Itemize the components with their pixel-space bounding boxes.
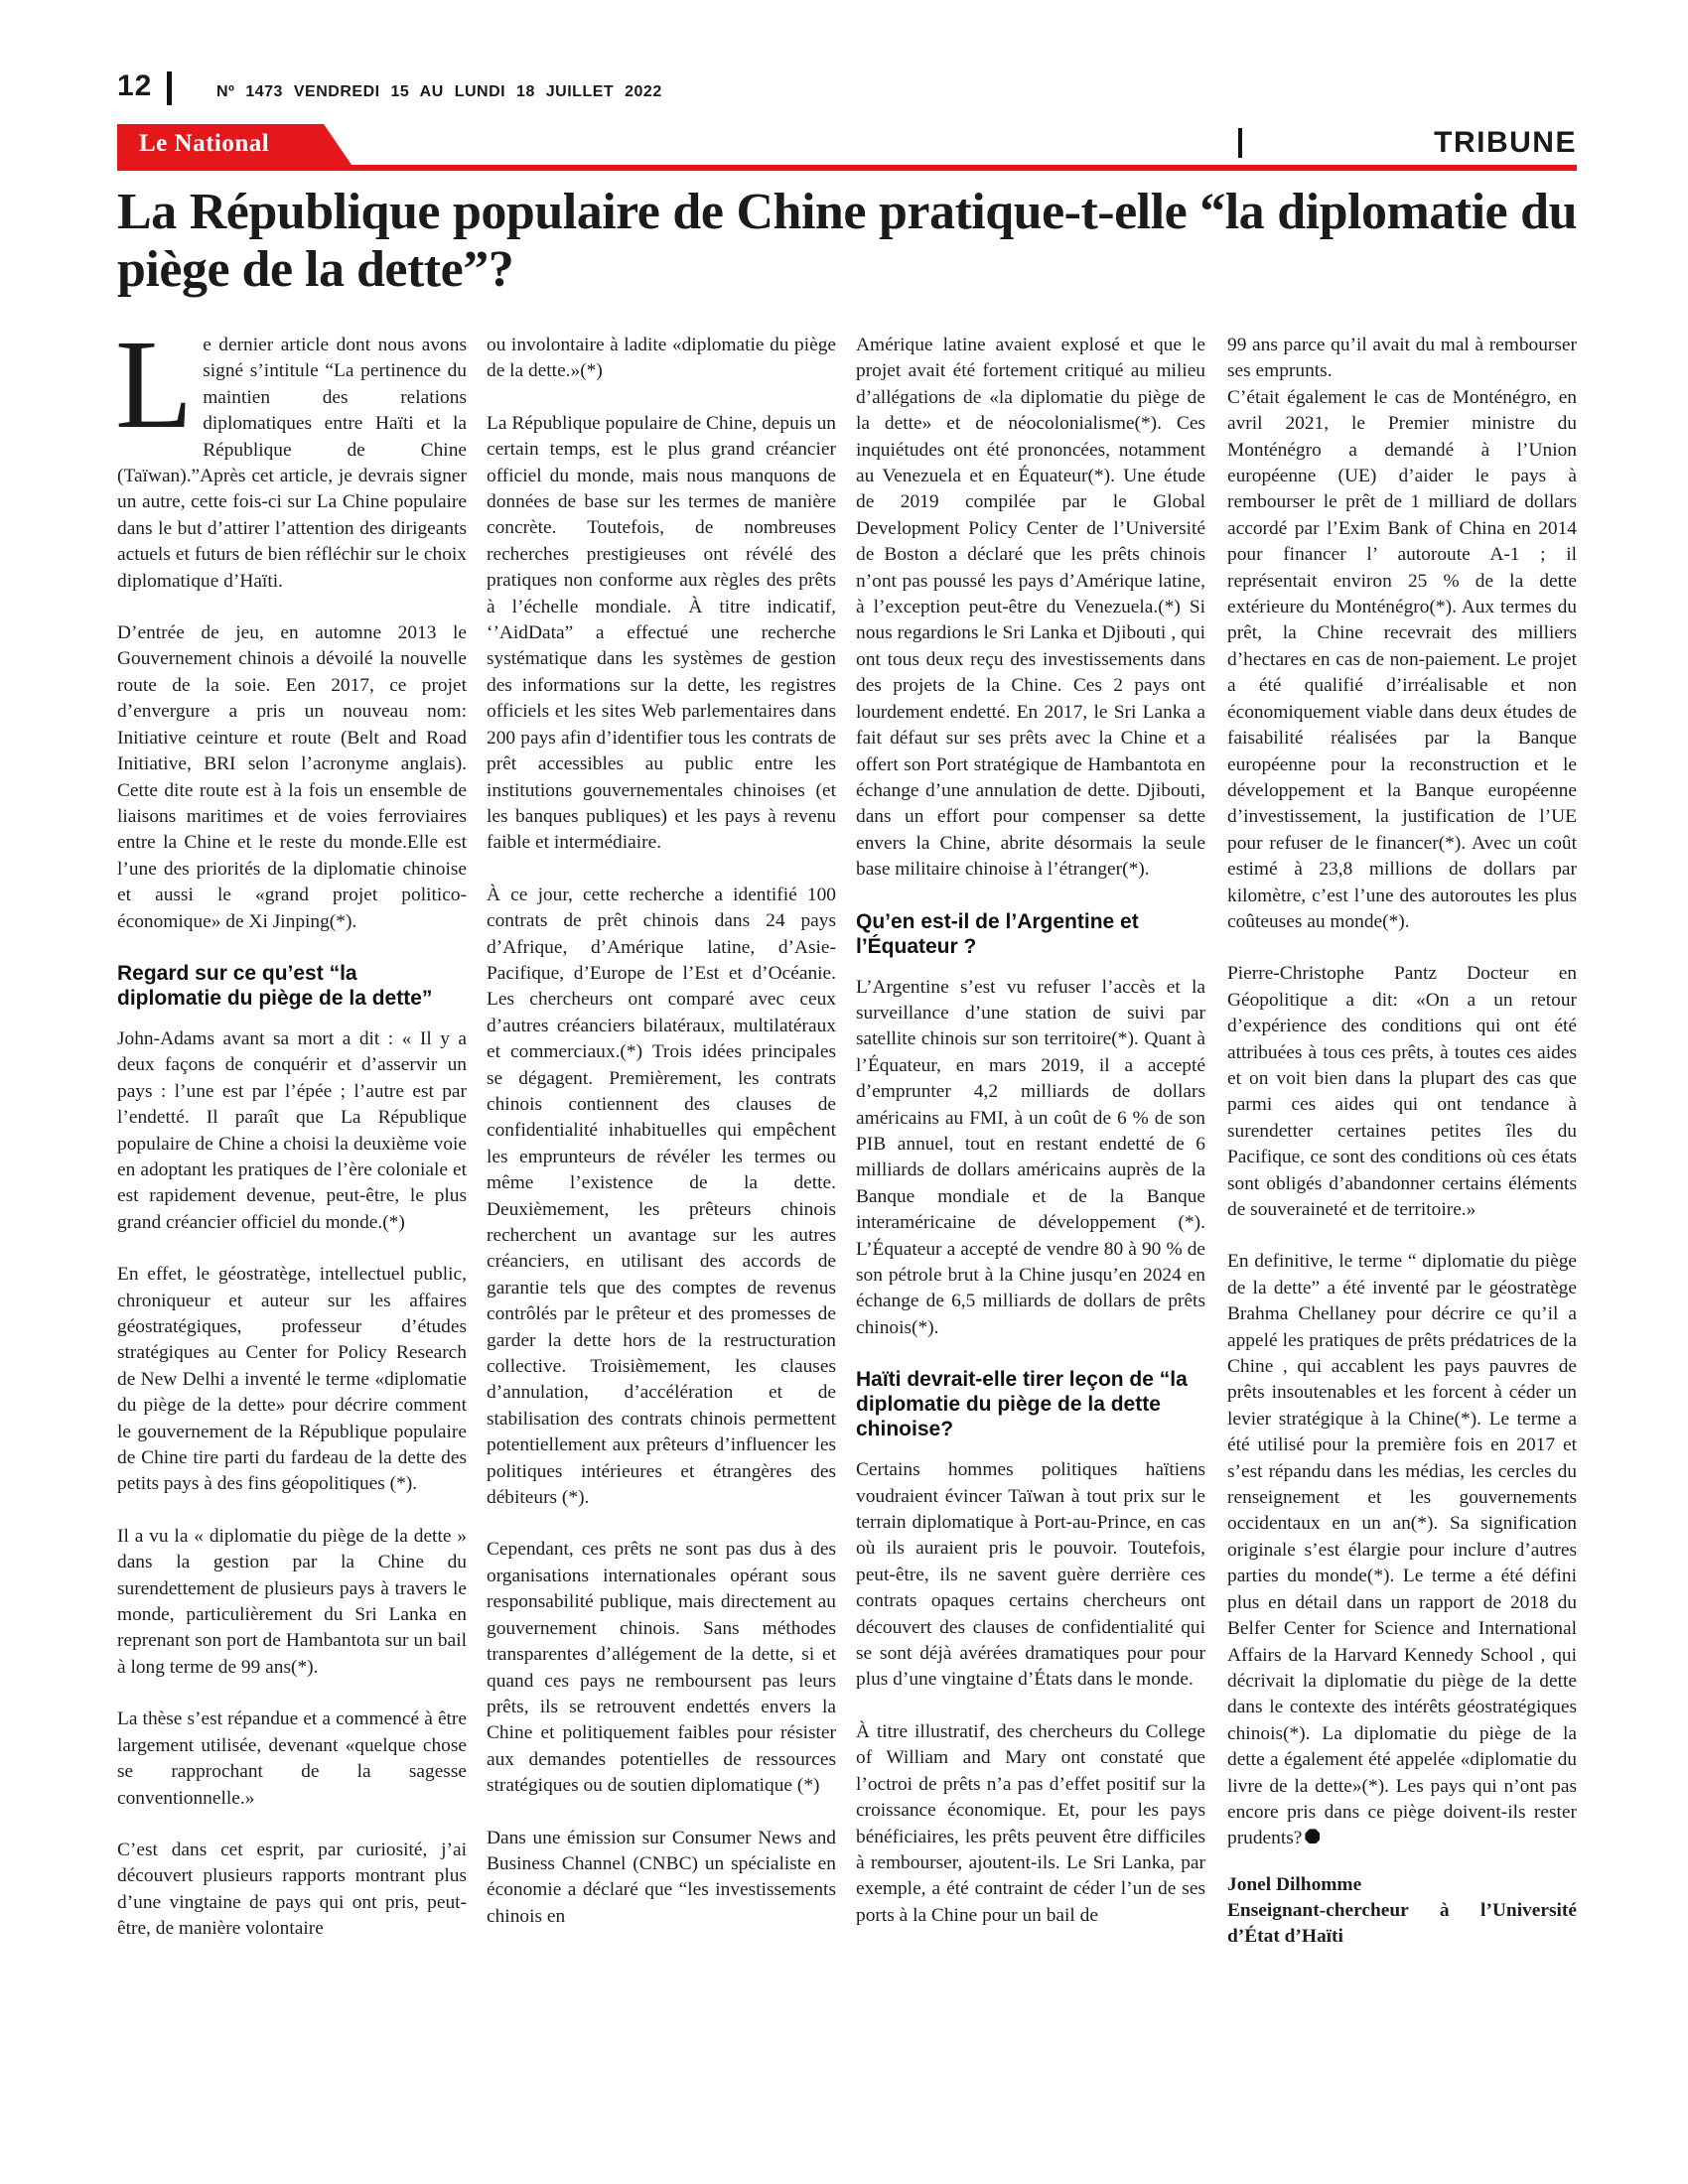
issue-info: Nº 1473 VENDREDI 15 AU LUNDI 18 JUILLET 2022 <box>216 83 662 100</box>
author-byline <box>1227 1872 1577 1950</box>
headline: La République populaire de Chine pratique-t-elle “la diplomatie du piège de la dette”? <box>117 184 1577 298</box>
paragraph: Amérique latine avaient explosé et que le projet avait été fortement critiqué au milieu d’allégations de «la diplomatie du piège de la dette» et de néocolonialisme(*). Ces inquiétudes ont été prononcées, notamment au Venezuela et en Équateur(*). Une étude de 2019 compilée par le Global Development Policy Center de l’Université de Boston a déclaré que les prêts chinois n’ont pas poussé les pays d’Amérique latine, à l’exception peut-être du Venezuela.(*) Si nous regardions le Sri Lanka et Djibouti , qui ont tous deux reçu des investissements dans des projets de la Chine. Ces 2 pays ont lourdement endetté. En 2017, le Sri Lanka a fait défaut sur ses prêts avec la Chine et a offert son Port stratégique de Hambantota en échange d’une annulation de dette. Djibouti, dans un effort pour compenser sa dette envers la Chine, abrite désormais la seule base militaire chinoise à l’étranger(*). <box>856 335 1205 881</box>
paragraph-text: e dernier article dont nous avons signé s’intitule “La pertinence du maintien des relations diplomatiques entre Haïti et la République de Chine (Taïwan).”Après cet article, je devrais signer un autre, cette fois-ci sur La Chine populaire dans le but d’attirer l’attention des dirigeants actuels et futurs de bien réfléchir sur le choix diplomatique d’Haïti. <box>117 335 467 592</box>
paragraph <box>115 314 467 595</box>
column-4 <box>1227 333 1577 1950</box>
brand-name: Le National <box>139 130 270 157</box>
section-label: TRIBUNE <box>1434 126 1577 159</box>
paragraph: ou involontaire à ladite «diplomatie du piège de la dette.»(*) <box>487 335 836 382</box>
paragraph: C’était également le cas de Monténégro, en avril 2021, le Premier ministre du Monténégro a demandé à l’Union européenne (UE) d’aider le pays à rembourser le prêt de 1 milliard de dollars accordé par l’Exim Bank of China en 2014 pour financer l’ autoroute A-1 ; il représentait environ 25 % de la dette extérieure du Monténégro(*). Aux termes du prêt, la Chine recevrait des milliers d’hectares en cas de non-paiement. Le projet a été qualifié d’irréalisable et non économiquement viable dans deux études de faisabilité réalisées par la Banque européenne pour la reconstruction et le développement et la Banque européenne d’investissement, la justification de l’UE pour refuser de le financer(*). Avec un coût estimé à 23,8 millions de dollars par kilomètre, c’est l’une des autoroutes les plus coûteuses au monde(*). <box>1227 386 1577 932</box>
paragraph: La République populaire de Chine, depuis un certain temps, est le plus grand créancier officiel du monde, mais nous manquons de données de base sur les termes de manière concrète. Toutefois, de nombreuses recherches prestigieuses ont révélé des pratiques non conforme aux règles des prêts à l’échelle mondiale. À titre indicatif, ‘’AidData” a effectué une recherche systématique dans les systèmes de gestion des informations sur la dette, les registres officiels et les sites Web parlementaires dans 200 pays afin d’identifier tous les contrats de prêt accessibles au public entre les institutions gouvernementales chinoises (et les banques publiques) et les pays à revenu faible et intermédiaire. <box>487 412 836 854</box>
paragraph <box>1227 1249 1577 1851</box>
paragraph: Certains hommes politiques haïtiens voudraient évincer Taïwan à tout prix sur le terrain diplomatique à Port-au-Prince, en cas où ils auraient pris le pouvoir. Toutefois, peut-être, ils ne savent guère derrière ces contrats opaques certains chercheurs ont découvert des clauses de confidentialité qui se sont déjà avérées dramatiques pour pour plus d’une vingtaine d’États dans le monde. <box>856 1459 1205 1691</box>
paragraph: À titre illustratif, des chercheurs du College of William and Mary ont constaté que l’octroi de prêts n’a pas d’effet positif sur la croissance économique. Et, pour les pays bénéficiaires, les prêts peuvent être difficiles à rembourser, ajoutent-ils. Le Sri Lanka, par exemple, a été contraint de céder l’un de ses ports à la Chine pour un bail de <box>856 1720 1205 1926</box>
paragraph: John-Adams avant sa mort a dit : « Il y a deux façons de conquérir et d’asservir un pays : l’une est par l’épée ; l’autre est par l’endetté. Il paraît que La République populaire de Chine a choisi la deuxième voie en adoptant les pratiques de l’ère coloniale et est rapidement devenue, peut-être, le plus grand créancier officiel du monde.(*) <box>117 1027 467 1233</box>
end-mark-icon <box>1305 1829 1320 1843</box>
article-body <box>115 314 1577 2134</box>
paragraph: C’est dans cet esprit, par curiosité, j’ai découvert plusieurs rapports montrant plus d’une vingtaine de pays qui ont pris, peut-être, de manière volontaire <box>117 1839 467 1940</box>
column-3 <box>856 333 1205 1929</box>
paragraph: Dans une émission sur Consumer News and Business Channel (CNBC) un spécialiste en économie a déclaré que “les investissements chinois en <box>487 1827 836 1927</box>
paragraph: L’Argentine s’est vu refuser l’accès et la surveillance d’une station de suivi par satellite chinois sur son territoire(*). Quant à l’Équateur, en mars 2019, il a accepté d’emprunter 4,2 milliards de dollars américains au FMI, à un coût de 6 % de son PIB annuel, tout en restant endetté de 6 milliards de dollars américains auprès de la Banque mondiale et de la Banque interaméricaine de développement (*). L’Équateur a accepté de vendre 80 à 90 % de son pétrole brut à la Chine jusqu’en 2024 en échange de 6,5 milliards de dollars de prêts chinois(*). <box>856 976 1205 1338</box>
paragraph: Pierre-Christophe Pantz Docteur en Géopolitique a dit: «On a un retour d’expérience des conditions qui ont été attribuées à tous ces prêts, à toutes ces aides et on voit bien dans la plupart des cas que parmi ces aides qui ont tendance à surendetter certaines petites îles du Pacifique, ce sont des conditions où ces états sont obligés d’abandonner certains éléments de souveraineté et de territoire.» <box>1227 963 1577 1220</box>
subheading: Haïti devrait-elle tirer leçon de “la diplomatie du piège de la dette chinoise? <box>856 1368 1188 1441</box>
author-name: Jonel Dilhomme <box>1227 1873 1362 1895</box>
paragraph: À ce jour, cette recherche a identifié 100 contrats de prêt chinois dans 24 pays d’Afrique, d’Amérique latine, d’Asie-Pacifique, d’Europe de l’Est et d’Océanie. Les chercheurs ont comparé avec ceux d’autres créanciers bilatéraux, multilatéraux et commerciaux.(*) Trois idées principales se dégagent. Premièrement, les contrats chinois contiennent des clauses de confidentialité inhabituelles qui empêchent les emprunteurs de révéler les termes ou même l’existence de la dette. Deuxièmement, les prêteurs chinois recherchent un avantage sur les autres créanciers, en utilisant des accords de garantie tels que des comptes de revenus contrôlés par le prêteur et des promesses de garder la dette hors de la restructuration collective. Troisièmement, les clauses d’annulation, d’accélération et de stabilisation des contrats chinois permettent potentiellement aux prêteurs d’influencer les politiques intérieures et étrangères des débiteurs (*). <box>487 884 836 1509</box>
author-title: Enseignant-chercheur à l’Université d’État d’Haïti <box>1227 1899 1577 1947</box>
paragraph: D’entrée de jeu, en automne 2013 le Gouvernement chinois a dévoilé la nouvelle route de la soie. Een 2017, ce projet d’envergure a pris un nouveau nom: Initiative ceinture et route (Belt and Road Initiative, BRI selon l’acronyme anglais). Cette dite route est à la fois un ensemble de liaisons maritimes et de voies ferroviaires entre la Chine et le reste du monde.Elle est l’une des priorités de la diplomatie chinoise et aussi le «grand projet politico-économique» de Xi Jinping(*). <box>117 622 467 932</box>
column-2 <box>487 333 836 1930</box>
subheading: Qu’en est-il de l’Argentine et l’Équateur ? <box>856 909 1139 958</box>
brand-bar <box>117 124 1577 172</box>
drop-cap: L <box>115 314 194 455</box>
paragraph-text: En definitive, le terme “ diplomatie du piège de la dette” a été inventé par le géostratège Brahma Chellaney pour décrire ce qu’il a appelé les pratiques de prêts prédatrices de la Chine , qui accablent les pays pauvres de prêts insoutenables et les forcent à céder un levier stratégique à la Chine(*). Le terme a été utilisé pour la première fois en 2017 et s’est répandu dans les médias, les cercles du renseignement et les gouvernements occidentaux en un an(*). Sa signification originale s’est élargie pour inclure d’autres parties du monde(*). Le terme a été défini plus en détail dans un rapport de 2018 du Belfer Center for Science and International Affairs de la Harvard Kennedy School , qui décrivait la diplomatie du piège de la dette dans le contexte des intérêts géostratégiques chinois(*). La diplomatie du piège de la dette a également été appelée «diplomatie du livre de la dette»(*). Les pays qui n’ont pas encore pris dans ce piège doivent-ils rester prudents? <box>1227 1251 1577 1849</box>
paragraph: Cependant, ces prêts ne sont pas dus à des organisations internationales opérant sous responsabilité publique, mais directement au gouvernement chinois. Sans méthodes transparentes d’allégement de la dette, si et quand ces pays ne remboursent pas leurs prêts, ils se retrouvent endettés envers la Chine et politiquement faibles pour résister aux demandes potentielles de ressources stratégiques ou de soutien diplomatique (*) <box>487 1539 836 1797</box>
column-1 <box>115 314 467 1943</box>
section-divider <box>1238 128 1242 158</box>
paragraph: Il a vu la « diplomatie du piège de la dette » dans la gestion par la Chine du surendettement de plusieurs pays à travers le monde, particulièrement du Sri Lanka en reprenant son port de Hambantota sur un bail à long terme de 99 ans(*). <box>117 1525 467 1678</box>
page-number: 12 <box>117 69 153 102</box>
paragraph: 99 ans parce qu’il avait du mal à rembourser ses emprunts. <box>1227 335 1577 382</box>
subheading: Regard sur ce qu’est “la diplomatie du piège de la dette” <box>117 961 433 1010</box>
paragraph: La thèse s’est répandue et a commencé à être largement utilisée, devenant «quelque chose se rapprochant de la sagesse conventionnelle.» <box>117 1708 467 1809</box>
page-header <box>117 69 1577 109</box>
red-rule <box>117 165 1577 171</box>
paragraph: En effet, le géostratège, intellectuel public, chroniqueur et auteur sur les affaires géostratégiques, professeur d’études stratégiques au Center for Policy Research de New Delhi a inventé le terme «diplomatie du piège de la dette» pour décrire comment le gouvernement de la République populaire de Chine tire parti du fardeau de la dette des petits pays à des fins géopolitiques (*). <box>117 1264 467 1495</box>
page-number-divider <box>167 71 172 105</box>
